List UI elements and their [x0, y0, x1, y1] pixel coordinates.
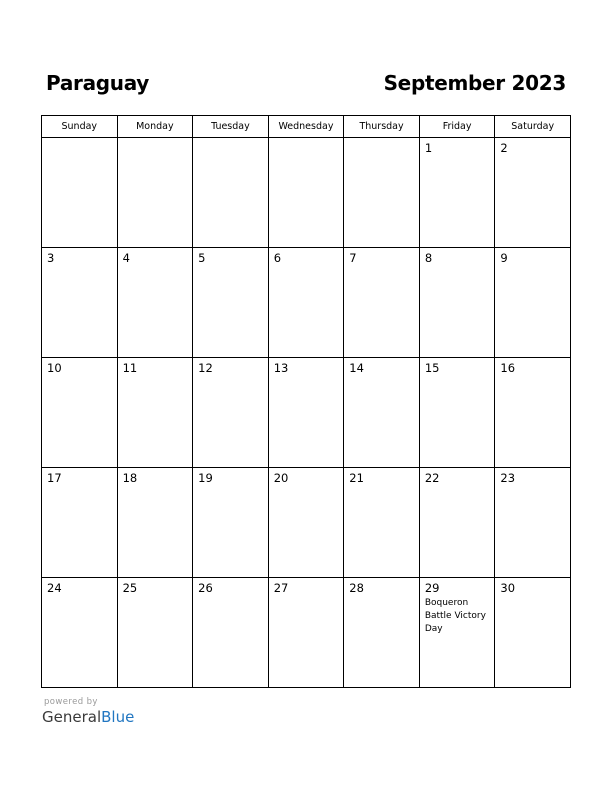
day-number: 1 [424, 141, 433, 155]
weekday-wednesday: Wednesday [268, 116, 344, 138]
day-number: 17 [47, 471, 62, 485]
brand-logo[interactable] [42, 708, 134, 726]
brand-name-part1: General [42, 708, 102, 726]
weekday-tuesday: Tuesday [193, 116, 269, 138]
day-number: 15 [424, 361, 440, 375]
day-cell [117, 358, 193, 468]
powered-by-text: powered by [44, 697, 98, 707]
day-cell [419, 358, 495, 468]
day-cell [42, 138, 118, 248]
day-cell [495, 578, 571, 688]
week-row [42, 578, 571, 688]
day-number: 3 [47, 251, 55, 265]
day-number [193, 138, 268, 141]
day-number: 6 [273, 251, 282, 265]
day-number: 26 [198, 581, 213, 595]
day-number [344, 138, 419, 141]
day-number [118, 138, 193, 141]
day-cell [117, 578, 193, 688]
day-number: 22 [424, 471, 440, 485]
day-cell [495, 358, 571, 468]
weekday-monday: Monday [117, 116, 193, 138]
day-number: 28 [349, 581, 364, 595]
day-cell [42, 578, 118, 688]
day-number [269, 138, 344, 141]
day-cell [42, 248, 118, 358]
day-number: 8 [424, 251, 433, 265]
calendar-grid [41, 115, 571, 688]
day-cell [344, 358, 420, 468]
day-cell [495, 138, 571, 248]
holiday-label: Boqueron Battle Victory Day [424, 598, 486, 634]
day-cell [495, 468, 571, 578]
day-cell [419, 578, 495, 688]
day-cell [419, 468, 495, 578]
day-cell [117, 468, 193, 578]
day-cell [344, 138, 420, 248]
day-cell [193, 358, 269, 468]
day-cell [193, 138, 269, 248]
day-number: 18 [122, 471, 138, 485]
day-cell [268, 468, 344, 578]
day-number: 14 [349, 361, 364, 375]
week-row [42, 248, 571, 358]
day-number: 27 [273, 581, 289, 595]
day-number: 9 [500, 251, 508, 265]
day-cell [419, 248, 495, 358]
day-number: 29 [424, 581, 440, 595]
day-cell [344, 248, 420, 358]
day-number: 4 [122, 251, 130, 265]
day-number: 11 [122, 361, 138, 375]
weekday-friday: Friday [419, 116, 495, 138]
weekday-thursday: Thursday [344, 116, 420, 138]
day-number: 21 [349, 471, 364, 485]
footer-branding [42, 697, 134, 726]
week-row [42, 468, 571, 578]
weekday-header-row [42, 116, 571, 138]
country-title: Paraguay [46, 71, 150, 95]
day-cell [344, 468, 420, 578]
week-row [42, 138, 571, 248]
day-cell [42, 468, 118, 578]
weekday-sunday: Sunday [42, 116, 118, 138]
day-cell [193, 468, 269, 578]
day-cell [268, 578, 344, 688]
day-number: 16 [500, 361, 516, 375]
day-number: 20 [273, 471, 289, 485]
day-cell [117, 248, 193, 358]
day-cell [419, 138, 495, 248]
brand-name-part2: Blue [101, 708, 135, 726]
day-number: 25 [122, 581, 138, 595]
day-number: 2 [500, 141, 508, 155]
day-number: 12 [198, 361, 213, 375]
day-cell [268, 138, 344, 248]
day-cell [268, 248, 344, 358]
week-row [42, 358, 571, 468]
day-number: 24 [47, 581, 62, 595]
day-number: 30 [500, 581, 516, 595]
day-cell [495, 248, 571, 358]
day-number: 19 [198, 471, 213, 485]
day-number [42, 138, 117, 141]
day-cell [117, 138, 193, 248]
day-number: 7 [349, 251, 357, 265]
day-number: 10 [47, 361, 62, 375]
weekday-saturday: Saturday [495, 116, 571, 138]
day-number: 5 [198, 251, 206, 265]
day-cell [193, 248, 269, 358]
month-year-title: September 2023 [383, 71, 566, 95]
day-number: 23 [500, 471, 516, 485]
day-cell [193, 578, 269, 688]
day-cell [268, 358, 344, 468]
day-cell [42, 358, 118, 468]
day-number: 13 [273, 361, 289, 375]
day-cell [344, 578, 420, 688]
